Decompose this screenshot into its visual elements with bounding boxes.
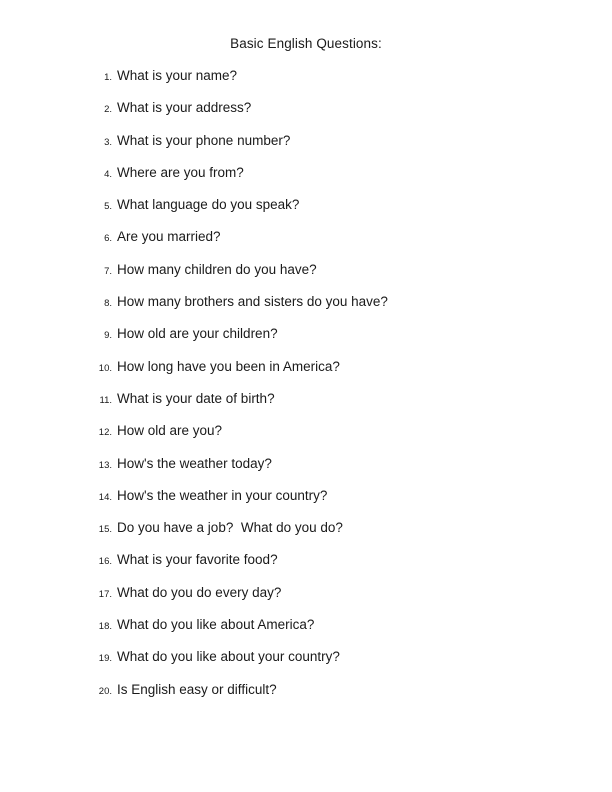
list-item-number: 5.	[104, 201, 112, 213]
list-item	[88, 423, 558, 455]
list-item	[88, 456, 558, 488]
list-item-number: 20.	[98, 685, 112, 697]
list-item-number: 12.	[98, 427, 112, 439]
list-item	[88, 165, 558, 197]
list-item	[88, 585, 558, 617]
list-item	[88, 391, 558, 423]
list-item-number: 15.	[98, 524, 112, 536]
list-item-text: What language do you speak?	[117, 197, 300, 213]
list-item	[88, 294, 558, 326]
list-item-number: 14.	[98, 491, 112, 503]
list-item-text: What do you like about your country?	[117, 649, 340, 665]
list-item	[88, 197, 558, 229]
list-item-number: 9.	[104, 330, 112, 342]
list-item-text: What is your address?	[117, 100, 252, 116]
list-item-text: Is English easy or difficult?	[117, 681, 277, 697]
list-item-number: 2.	[104, 104, 112, 116]
list-item-text: What is your favorite food?	[117, 552, 278, 568]
list-item-text: How's the weather in your country?	[117, 487, 328, 503]
list-item	[88, 682, 558, 714]
list-item-number: 19.	[98, 653, 112, 665]
list-item-text: How many children do you have?	[117, 261, 317, 277]
list-item-text: Do you have a job? What do you do?	[117, 520, 343, 536]
question-list	[88, 68, 558, 714]
list-item-text: What do you do every day?	[117, 584, 282, 600]
list-item	[88, 229, 558, 261]
list-item-number: 8.	[104, 298, 112, 310]
list-item	[88, 262, 558, 294]
list-item-number: 4.	[104, 168, 112, 180]
list-item	[88, 100, 558, 132]
list-item	[88, 649, 558, 681]
list-item-text: How old are you?	[117, 423, 223, 439]
list-item	[88, 359, 558, 391]
list-item-text: What is your phone number?	[117, 132, 291, 148]
list-item	[88, 326, 558, 358]
list-item-text: What do you like about America?	[117, 617, 315, 633]
list-item-number: 6.	[104, 233, 112, 245]
list-item-number: 3.	[104, 136, 112, 148]
list-item	[88, 617, 558, 649]
list-item	[88, 552, 558, 584]
list-item-number: 17.	[98, 588, 112, 600]
list-item	[88, 133, 558, 165]
list-item-number: 11.	[99, 394, 112, 406]
list-item-number: 13.	[98, 459, 112, 471]
list-item-text: Where are you from?	[117, 164, 244, 180]
list-item-number: 7.	[104, 265, 112, 277]
list-item-number: 18.	[98, 621, 112, 633]
list-item	[88, 520, 558, 552]
list-item-text: How many brothers and sisters do you have?	[117, 294, 388, 310]
list-item-number: 1.	[104, 72, 112, 83]
list-item-text: How long have you been in America?	[117, 358, 340, 374]
list-item-text: How's the weather today?	[117, 455, 272, 471]
list-item-text: What is your date of birth?	[117, 390, 275, 406]
list-item-number: 16.	[98, 556, 112, 568]
list-item	[88, 488, 558, 520]
list-item-text: How old are your children?	[117, 326, 278, 342]
page-title: Basic English Questions:	[230, 36, 382, 51]
list-item-text: What is your name?	[117, 68, 238, 83]
list-item-number: 10.	[98, 362, 112, 374]
list-item-text: Are you married?	[117, 229, 221, 245]
list-item	[88, 68, 558, 100]
